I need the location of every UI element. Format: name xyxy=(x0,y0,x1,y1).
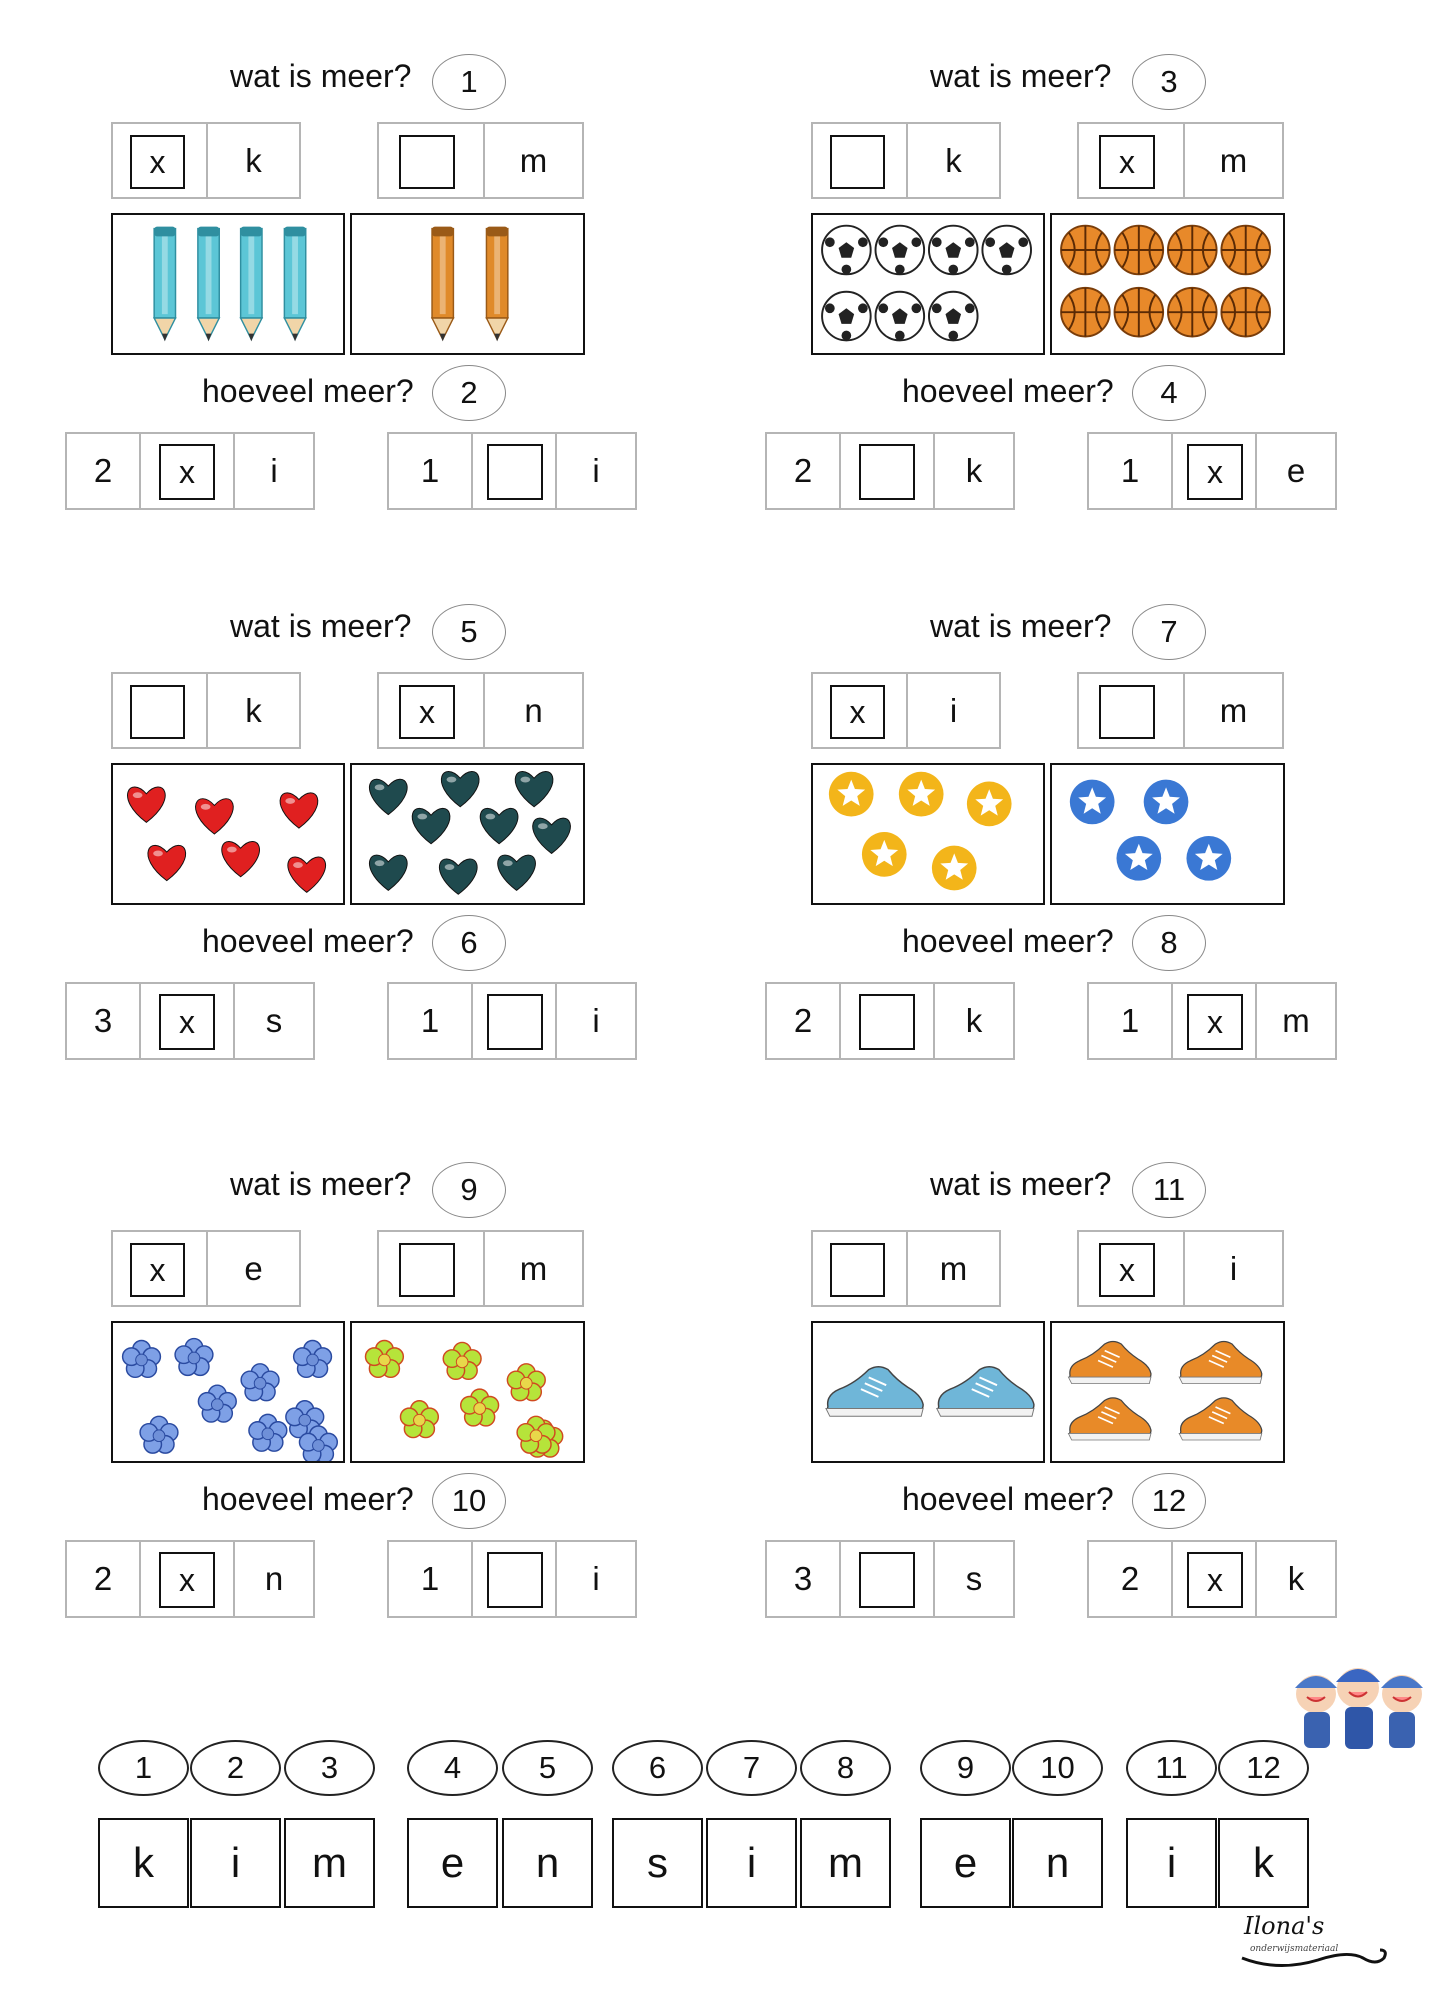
count-option xyxy=(1087,982,1337,1060)
logo-tagline: onderwijsmateriaal xyxy=(1250,1944,1339,1954)
choice-box xyxy=(111,122,301,199)
choice-checkbox-cell xyxy=(113,1232,208,1305)
key-letter-box[interactable]: m xyxy=(284,1818,375,1908)
question-number: 6 xyxy=(432,915,506,971)
answer-letter: n xyxy=(264,1560,284,1597)
checkbox[interactable]: x xyxy=(399,685,455,739)
key-number: 9 xyxy=(920,1740,1011,1796)
checkbox[interactable] xyxy=(487,994,543,1050)
key-number: 3 xyxy=(284,1740,375,1796)
checkbox[interactable] xyxy=(830,1243,885,1297)
count-option xyxy=(387,982,637,1060)
choice-box xyxy=(377,122,584,199)
question-number: 4 xyxy=(1132,365,1206,421)
question-more-label: wat is meer? xyxy=(230,608,412,644)
question-more-label: wat is meer? xyxy=(230,1166,412,1202)
checkbox[interactable]: x xyxy=(1099,1243,1155,1297)
choice-checkbox-cell xyxy=(1079,674,1185,747)
checkbox[interactable] xyxy=(399,1243,455,1297)
count-option xyxy=(1087,1540,1337,1618)
option-checkbox-cell xyxy=(1173,984,1257,1058)
option-checkbox-cell xyxy=(141,984,235,1058)
choice-box xyxy=(377,1230,584,1307)
question-number: 9 xyxy=(432,1162,506,1218)
question-more-label: wat is meer? xyxy=(930,58,1112,94)
key-letter-box[interactable]: k xyxy=(98,1818,189,1908)
option-checkbox-cell xyxy=(141,434,235,508)
checkbox[interactable]: x xyxy=(1187,1552,1243,1608)
option-value: 3 xyxy=(67,984,141,1058)
key-number: 4 xyxy=(407,1740,498,1796)
option-value: 2 xyxy=(1089,1542,1173,1616)
answer-letter: m xyxy=(1282,1002,1310,1039)
answer-letter: m xyxy=(1219,141,1248,179)
choice-checkbox-cell xyxy=(1079,1232,1185,1305)
key-letter-box[interactable]: i xyxy=(190,1818,281,1908)
key-number: 10 xyxy=(1012,1740,1103,1796)
key-letter-box[interactable]: s xyxy=(612,1818,703,1908)
question-howmany-label: hoeveel meer? xyxy=(902,1481,1114,1517)
choice-checkbox-cell xyxy=(113,124,208,197)
kids-illustration xyxy=(1278,1652,1438,1762)
question-number: 3 xyxy=(1132,54,1206,110)
option-value: 1 xyxy=(1089,984,1173,1058)
key-letter-box[interactable]: n xyxy=(1012,1818,1103,1908)
count-option xyxy=(387,1540,637,1618)
count-option xyxy=(765,432,1015,510)
teal-hearts-picture xyxy=(350,763,585,905)
count-option xyxy=(65,432,315,510)
green-flowers-picture xyxy=(350,1321,585,1463)
option-checkbox-cell xyxy=(473,984,557,1058)
choice-box xyxy=(111,672,301,749)
checkbox[interactable] xyxy=(130,685,185,739)
key-letter-box[interactable]: i xyxy=(1126,1818,1217,1908)
key-number: 5 xyxy=(502,1740,593,1796)
question-number: 2 xyxy=(432,365,506,421)
answer-letter: s xyxy=(265,1002,283,1039)
key-letter-box[interactable]: e xyxy=(407,1818,498,1908)
count-option xyxy=(65,1540,315,1618)
kid-middle xyxy=(1336,1668,1380,1749)
answer-letter: s xyxy=(965,1560,983,1597)
checkbox[interactable]: x xyxy=(159,444,215,500)
soccer-balls-picture xyxy=(811,213,1045,355)
answer-letter: e xyxy=(1286,452,1306,489)
key-number: 8 xyxy=(800,1740,891,1796)
yellow-stars-picture xyxy=(811,763,1045,905)
option-value: 2 xyxy=(67,434,141,508)
choice-checkbox-cell xyxy=(813,674,908,747)
key-number: 7 xyxy=(706,1740,797,1796)
exercise-5 xyxy=(0,1108,700,1648)
checkbox[interactable] xyxy=(487,444,543,500)
option-value: 1 xyxy=(389,434,473,508)
choice-box xyxy=(1077,122,1284,199)
choice-checkbox-cell xyxy=(813,1232,908,1305)
answer-letter: i xyxy=(949,691,958,729)
logo-name: Ilona's xyxy=(1244,1912,1325,1940)
red-hearts-picture xyxy=(111,763,345,905)
choice-box xyxy=(811,1230,1001,1307)
orange-pencils-picture xyxy=(350,213,585,355)
key-letter-box[interactable]: i xyxy=(706,1818,797,1908)
question-howmany-label: hoeveel meer? xyxy=(202,373,414,409)
question-number: 1 xyxy=(432,54,506,110)
question-more-label: wat is meer? xyxy=(230,58,412,94)
checkbox[interactable]: x xyxy=(830,685,885,739)
option-value: 3 xyxy=(767,1542,841,1616)
checkbox[interactable]: x xyxy=(130,1243,185,1297)
question-number: 11 xyxy=(1132,1162,1206,1218)
key-number: 6 xyxy=(612,1740,703,1796)
checkbox[interactable] xyxy=(487,1552,543,1608)
option-value: 2 xyxy=(67,1542,141,1616)
choice-box xyxy=(811,122,1001,199)
question-more-label: wat is meer? xyxy=(930,1166,1112,1202)
kid-left xyxy=(1295,1675,1337,1748)
answer-letter: k xyxy=(965,452,983,489)
choice-box xyxy=(811,672,1001,749)
choice-checkbox-cell xyxy=(113,674,208,747)
blue-stars-picture xyxy=(1050,763,1285,905)
key-number: 12 xyxy=(1218,1740,1309,1796)
question-more-label: wat is meer? xyxy=(930,608,1112,644)
exercise-4 xyxy=(700,550,1400,1090)
exercise-1 xyxy=(0,0,700,540)
count-option xyxy=(765,982,1015,1060)
checkbox[interactable]: x xyxy=(1187,444,1243,500)
question-howmany-label: hoeveel meer? xyxy=(202,923,414,959)
option-value: 1 xyxy=(389,984,473,1058)
choice-box xyxy=(1077,1230,1284,1307)
answer-letter: n xyxy=(524,691,543,729)
answer-letter: k xyxy=(945,141,962,179)
option-checkbox-cell xyxy=(841,434,935,508)
option-checkbox-cell xyxy=(473,1542,557,1616)
key-letter-box[interactable]: n xyxy=(502,1818,593,1908)
answer-letter: i xyxy=(592,1002,600,1039)
checkbox[interactable]: x xyxy=(1187,994,1243,1050)
key-number: 2 xyxy=(190,1740,281,1796)
exercise-6 xyxy=(700,1108,1400,1648)
answer-letter: i xyxy=(270,452,278,489)
option-checkbox-cell xyxy=(141,1542,235,1616)
answer-letter: m xyxy=(1219,691,1248,729)
question-number: 5 xyxy=(432,604,506,660)
blue-flowers-picture xyxy=(111,1321,345,1463)
key-number: 11 xyxy=(1126,1740,1217,1796)
checkbox[interactable] xyxy=(830,135,885,189)
answer-letter: k xyxy=(245,141,262,179)
count-option xyxy=(387,432,637,510)
option-checkbox-cell xyxy=(841,984,935,1058)
key-number: 1 xyxy=(98,1740,189,1796)
checkbox[interactable] xyxy=(859,994,915,1050)
count-option xyxy=(765,1540,1015,1618)
option-value: 2 xyxy=(767,434,841,508)
option-value: 2 xyxy=(767,984,841,1058)
checkbox[interactable] xyxy=(859,444,915,500)
answer-letter: m xyxy=(939,1249,968,1287)
checkbox[interactable]: x xyxy=(130,135,185,189)
option-checkbox-cell xyxy=(1173,1542,1257,1616)
choice-checkbox-cell xyxy=(379,674,485,747)
answer-letter: k xyxy=(965,1002,983,1039)
option-checkbox-cell xyxy=(841,1542,935,1616)
checkbox[interactable] xyxy=(859,1552,915,1608)
checkbox[interactable] xyxy=(1099,685,1155,739)
checkbox[interactable] xyxy=(399,135,455,189)
answer-letter: i xyxy=(1229,1249,1238,1287)
exercise-3 xyxy=(0,550,700,1090)
question-number: 12 xyxy=(1132,1473,1206,1529)
orange-shoes-picture xyxy=(1050,1321,1285,1463)
option-checkbox-cell xyxy=(1173,434,1257,508)
logo-swirl xyxy=(1238,1936,1398,1976)
count-option xyxy=(65,982,315,1060)
checkbox[interactable]: x xyxy=(159,994,215,1050)
choice-checkbox-cell xyxy=(379,1232,485,1305)
choice-box xyxy=(377,672,584,749)
key-letter-box[interactable]: k xyxy=(1218,1818,1309,1908)
count-option xyxy=(1087,432,1337,510)
basketballs-picture xyxy=(1050,213,1285,355)
choice-checkbox-cell xyxy=(379,124,485,197)
answer-letter: k xyxy=(245,691,262,729)
choice-box xyxy=(111,1230,301,1307)
blue-pencils-picture xyxy=(111,213,345,355)
answer-letter: e xyxy=(244,1249,263,1287)
question-number: 8 xyxy=(1132,915,1206,971)
answer-letter: m xyxy=(519,1249,548,1287)
answer-letter: k xyxy=(1287,1560,1305,1597)
key-letter-box[interactable]: m xyxy=(800,1818,891,1908)
answer-letter: i xyxy=(592,452,600,489)
checkbox[interactable]: x xyxy=(159,1552,215,1608)
choice-checkbox-cell xyxy=(813,124,908,197)
question-number: 10 xyxy=(432,1473,506,1529)
choice-checkbox-cell xyxy=(1079,124,1185,197)
kid-right xyxy=(1381,1675,1423,1748)
exercise-2 xyxy=(700,0,1400,540)
question-number: 7 xyxy=(1132,604,1206,660)
question-howmany-label: hoeveel meer? xyxy=(902,923,1114,959)
key-letter-box[interactable]: e xyxy=(920,1818,1011,1908)
option-value: 1 xyxy=(389,1542,473,1616)
question-howmany-label: hoeveel meer? xyxy=(902,373,1114,409)
option-value: 1 xyxy=(1089,434,1173,508)
option-checkbox-cell xyxy=(473,434,557,508)
answer-letter: i xyxy=(592,1560,600,1597)
ilonas-logo xyxy=(1238,1910,1398,1980)
checkbox[interactable]: x xyxy=(1099,135,1155,189)
blue-shoes-picture xyxy=(811,1321,1045,1463)
answer-letter: m xyxy=(519,141,548,179)
question-howmany-label: hoeveel meer? xyxy=(202,1481,414,1517)
choice-box xyxy=(1077,672,1284,749)
